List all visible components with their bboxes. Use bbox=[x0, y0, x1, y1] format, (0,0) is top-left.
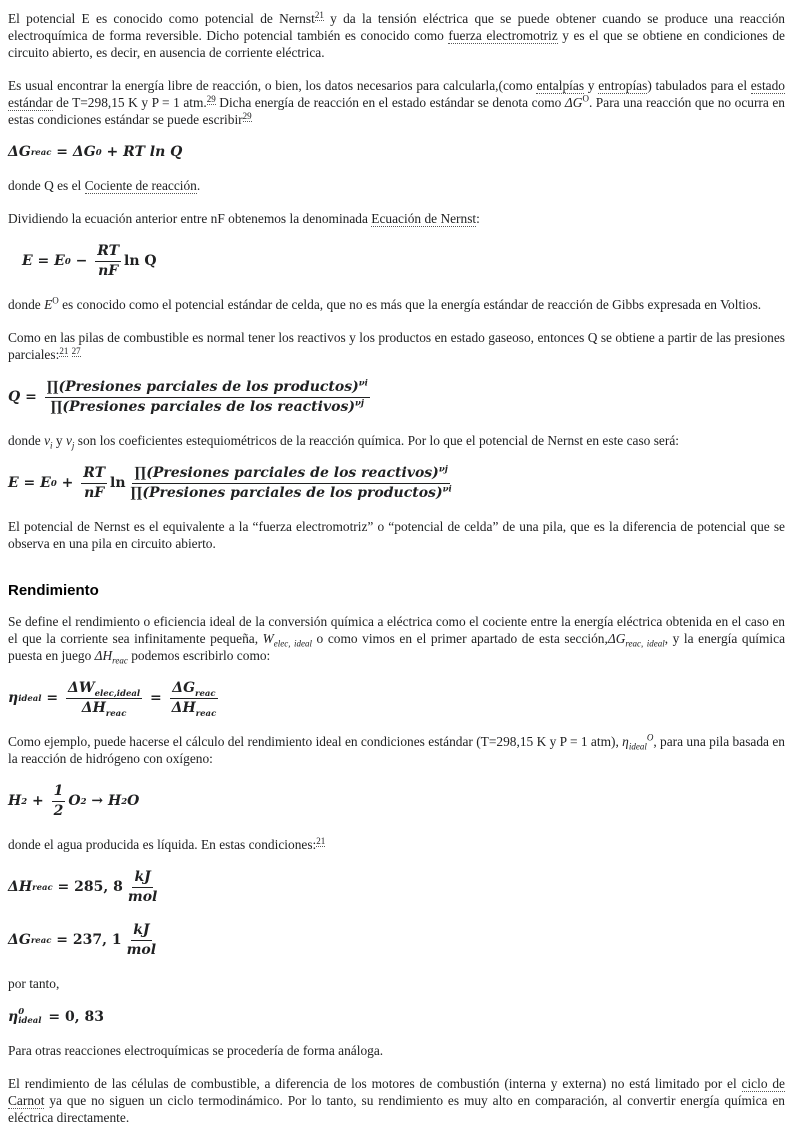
paragraph-carnot bbox=[8, 1075, 785, 1126]
link-cociente-de-reaccion[interactable]: Cociente de reacción bbox=[84, 178, 197, 193]
fraction bbox=[45, 379, 370, 416]
math-sub: ideal bbox=[18, 1016, 42, 1026]
text: Como en las pilas de combustible es normal tener los reactivos y los productos en estado gaseoso, entonces Q se obtiene a partir de las presiones parciales: bbox=[8, 330, 785, 362]
inline-math-sub: reac, ideal bbox=[625, 638, 665, 649]
numerator: ΔG bbox=[172, 680, 196, 696]
fraction bbox=[66, 680, 142, 717]
math: ln bbox=[110, 475, 126, 491]
inline-math-sub: j bbox=[71, 440, 75, 451]
equation-nernst-presiones: E = E 0 + $\frac{RT}{nF}$ ln $\frac{\prod(Presiones parciales de los reactivos)^{\nu j}}{\prod(Presiones parciales de los productos)^{\nu i}}$ bbox=[8, 464, 452, 501]
text: ) tabulados para el bbox=[647, 78, 751, 93]
text: Se define el rendimiento o eficiencia ideal de la conversión química a eléctrica como el cociente entre la energía eléctrica obtenida en el caso en el que la corriente sea infinitamente pequeña, bbox=[8, 614, 785, 646]
math-sup: νj bbox=[354, 398, 364, 409]
link-ecuacion-de-nernst[interactable]: Ecuación de Nernst bbox=[371, 211, 477, 226]
math: = 237, 1 bbox=[51, 932, 122, 948]
math-sup: νi bbox=[358, 378, 368, 389]
denominator: ΔH bbox=[171, 700, 196, 716]
equation-eta-ideal: η ideal = $\frac{\Delta W_{elec,ideal}}{\Delta H_{reac}}$ = $\frac{\Delta G_{reac}}{\Delta H_{reac}}$ bbox=[8, 680, 217, 719]
math: + bbox=[27, 793, 49, 809]
citation-link[interactable]: 27 bbox=[71, 345, 81, 356]
inline-math: v bbox=[65, 433, 72, 448]
inline-math: W bbox=[262, 631, 274, 646]
math: = bbox=[145, 690, 167, 706]
inline-math-sub: reac bbox=[112, 655, 128, 666]
denominator: ∏(Presiones parciales de los productos) bbox=[130, 485, 443, 501]
paragraph-coeficientes bbox=[8, 432, 785, 449]
equation-reaction: H 2 + $\frac{1}{2}$ O 2 → H 2 O bbox=[8, 783, 140, 819]
paragraph-por-tanto bbox=[8, 975, 785, 992]
numerator: ∏(Presiones parciales de los reactivos) bbox=[134, 465, 439, 481]
text: o como vimos en el primer apartado de esta sección, bbox=[312, 631, 608, 646]
text: Para otras reacciones electroquímicas se procedería de forma análoga. bbox=[8, 1043, 384, 1058]
text: y da la tensión eléctrica que se puede obtener cuando se produce una reacción electroquímica de forma reversible. Dicho potencial también es conocido como bbox=[8, 11, 786, 43]
math: O bbox=[127, 793, 140, 809]
math: η bbox=[8, 690, 19, 706]
text: : bbox=[476, 211, 480, 226]
citation-link[interactable]: 21 bbox=[59, 345, 69, 356]
text: . Para una reacción que no ocurra en estas condiciones estándar se puede escribir bbox=[8, 95, 785, 127]
text: por tanto, bbox=[8, 976, 60, 991]
math-sup: 0 bbox=[18, 1007, 25, 1017]
equation-q bbox=[8, 379, 785, 416]
text: , para una pila basada en la reacción de hidrógeno con oxígeno: bbox=[8, 734, 785, 766]
inline-math-sup: O bbox=[52, 295, 59, 306]
text: Es usual encontrar la energía libre de reacción, o bien, los datos necesarios para calcularla,(como bbox=[8, 78, 537, 93]
numerator: kJ bbox=[132, 869, 152, 888]
math-sub: reac bbox=[195, 708, 217, 719]
text: Dividiendo la ecuación anterior entre nF obtenemos la denominada bbox=[8, 211, 372, 226]
inline-math-sup: O bbox=[582, 93, 589, 104]
link-entalpias[interactable]: entalpías bbox=[536, 78, 585, 93]
paragraph-free-energy bbox=[8, 77, 785, 128]
math: H bbox=[8, 793, 22, 809]
inline-math-sub: elec, ideal bbox=[273, 638, 312, 649]
math: = ΔG bbox=[51, 144, 96, 160]
math: η bbox=[8, 1008, 19, 1025]
link-ciclo-de-carnot[interactable]: ciclo de Carnot bbox=[8, 1076, 785, 1108]
fraction bbox=[129, 465, 454, 502]
fraction bbox=[126, 869, 159, 906]
fraction bbox=[81, 465, 107, 502]
math-sup: νj bbox=[438, 464, 448, 475]
text: donde bbox=[8, 433, 45, 448]
math: = 0, 83 bbox=[43, 1008, 104, 1025]
fraction bbox=[52, 783, 66, 820]
math: ΔG bbox=[8, 932, 31, 948]
denominator: mol bbox=[127, 889, 158, 905]
fraction bbox=[170, 680, 219, 717]
citation-link[interactable]: 21 bbox=[316, 835, 326, 846]
paragraph-equivalente bbox=[8, 518, 785, 552]
math: E = E bbox=[8, 475, 51, 491]
paragraph-nernst-potential bbox=[8, 10, 785, 61]
text: donde el agua producida es líquida. En estas condiciones: bbox=[8, 837, 317, 852]
inline-math-sub: ideal bbox=[628, 741, 647, 752]
paragraph-otras-reacciones bbox=[8, 1042, 785, 1059]
math: Q = bbox=[8, 389, 42, 405]
inline-math: ΔG bbox=[564, 95, 583, 110]
text: . bbox=[196, 178, 201, 193]
math-sub: reac bbox=[195, 688, 216, 699]
equation-eta-result bbox=[8, 1008, 785, 1026]
text: El rendimiento de las células de combustible, a diferencia de los motores de combustión (interna y externa) no está limitado por el bbox=[8, 1076, 742, 1091]
inline-math-sup: O bbox=[646, 732, 654, 743]
numerator: kJ bbox=[131, 922, 151, 941]
inline-math: η bbox=[622, 734, 629, 749]
numerator: 1 bbox=[52, 783, 66, 802]
equation-delta-h: ΔH reac = 285, 8 $\frac{kJ}{\text{mol}}$ bbox=[8, 869, 158, 905]
section-heading-rendimiento: Rendimiento bbox=[8, 582, 99, 599]
inline-math-sub: i bbox=[50, 440, 53, 451]
equation-delta-g: ΔG reac = 237, 1 $\frac{kJ}{\text{mol}}$ bbox=[8, 922, 157, 958]
link-entropias[interactable]: entropías bbox=[598, 78, 648, 93]
denominator: nF bbox=[84, 485, 105, 501]
text: de T=298,15 K y P = 1 atm. bbox=[52, 95, 207, 110]
text: es conocido como el potencial estándar de celda, que no es más que la energía estándar de reacción de Gibbs expresada en Voltios. bbox=[58, 297, 762, 312]
math: − bbox=[70, 253, 93, 269]
text: ya que no siguen un ciclo termodinámico. Por lo tanto, su rendimiento es muy alto en comparación, al convertir energía química en eléctrica directamente. bbox=[8, 1093, 785, 1125]
math: + RT ln Q bbox=[101, 144, 183, 160]
math: = 285, 8 bbox=[52, 879, 123, 895]
denominator: ΔH bbox=[81, 700, 106, 716]
denominator: ∏(Presiones parciales de los reactivos) bbox=[50, 399, 355, 415]
text: donde Q es el bbox=[8, 178, 85, 193]
paragraph-potencial-estandar bbox=[8, 296, 785, 313]
text: podemos escribirlo como: bbox=[127, 648, 271, 663]
numerator: RT bbox=[81, 465, 107, 484]
numerator: ΔW bbox=[68, 680, 95, 696]
inline-math: ΔH bbox=[94, 648, 113, 663]
math: ln Q bbox=[124, 253, 157, 269]
text: son los coeficientes estequiométricos de la reacción química. Por lo que el potencial de Nernst en este caso será: bbox=[74, 433, 679, 448]
denominator: nF bbox=[98, 263, 119, 279]
citation-link[interactable]: 29 bbox=[242, 110, 252, 121]
math-sup: νi bbox=[442, 484, 452, 495]
paragraph-dividiendo bbox=[8, 210, 785, 227]
fraction bbox=[95, 243, 121, 280]
text: y bbox=[584, 78, 599, 93]
inline-math: ΔG bbox=[607, 631, 626, 646]
math: ΔG bbox=[8, 144, 31, 160]
paragraph-agua-liquida bbox=[8, 836, 785, 853]
math: E = E bbox=[22, 253, 65, 269]
equation-nernst: E = E 0 − $\frac{RT}{nF}$ ln Q bbox=[22, 243, 157, 279]
paragraph-ejemplo bbox=[8, 733, 785, 767]
math-sub: elec,ideal bbox=[94, 688, 141, 699]
link-fuerza-electromotriz[interactable]: fuerza electromotriz bbox=[448, 28, 558, 43]
citation-link[interactable]: 29 bbox=[206, 93, 216, 104]
math: + bbox=[56, 475, 79, 491]
fraction bbox=[125, 922, 158, 959]
text: Dicha energía de reacción en el estado estándar se denota como bbox=[215, 95, 565, 110]
math: O bbox=[68, 793, 81, 809]
text: El potencial de Nernst es el equivalente a la “fuerza electromotriz” o “potencial de celda” de una pila, que es la diferencia de potencial que se observa en una pila en circuito abierto. bbox=[8, 519, 785, 551]
text: donde bbox=[8, 297, 45, 312]
citation-link[interactable]: 21 bbox=[314, 9, 324, 20]
text: Como ejemplo, puede hacerse el cálculo del rendimiento ideal en condiciones estándar (T=298,15 K y P = 1 atm), bbox=[8, 734, 623, 749]
math: → H bbox=[86, 793, 122, 809]
inline-math: v bbox=[44, 433, 51, 448]
math-sub: reac bbox=[105, 708, 127, 719]
paragraph-rendimiento-def bbox=[8, 613, 785, 664]
numerator: RT bbox=[95, 243, 121, 262]
equation-gibbs: ΔG reac = ΔG 0 + RT ln Q bbox=[8, 144, 183, 160]
paragraph-presiones bbox=[8, 329, 785, 363]
math: ΔH bbox=[8, 879, 33, 895]
numerator: ∏(Presiones parciales de los productos) bbox=[46, 379, 359, 395]
link-estado-estandar[interactable]: estado estándar bbox=[8, 78, 786, 110]
paragraph-cociente bbox=[8, 177, 785, 194]
text: y bbox=[52, 433, 66, 448]
text: y es el que se obtiene en condiciones de circuito abierto, es decir, en ausencia de corriente eléctrica. bbox=[8, 28, 785, 60]
denominator: 2 bbox=[53, 803, 64, 819]
math: = bbox=[41, 690, 63, 706]
text: , y la energía química puesta en juego bbox=[8, 631, 786, 663]
denominator: mol bbox=[126, 942, 157, 958]
text: El potencial E es conocido como potencial de Nernst bbox=[8, 11, 315, 26]
inline-math: E bbox=[44, 297, 53, 312]
